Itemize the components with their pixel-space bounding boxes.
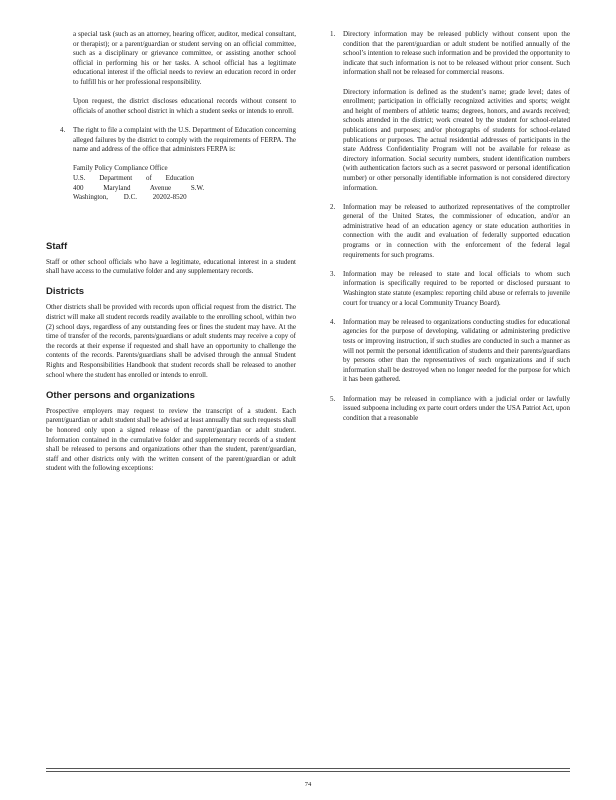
other-persons-paragraph: Prospective employers may request to review the transcript of a student. Each parent/guardian or adult student shall be advised at least annually that such requests shall be honored only upon a signed release of the parent/guardian or adult student. Information contained in the cumulative folder and supplementary records of a student shall be released to persons and organizations other than the student, parent/guardian, staff and other districts only with the written consent of the parent/guardian or adult student with the following exceptions: — [46, 406, 296, 473]
districts-paragraph: Other districts shall be provided with records upon official request from the district. The district will make all student records readily available to the enrolling school, within two (2) school days, regardless of any outstanding fees or fines the student may have. At the time of transfer of the records, parents/guardians or adult students may receive a copy of the records at their expense if requested and shall have an opportunity to challenge the contents of the records. Parents/guardians shall be advised through the annual Student Rights and Responsibilities Handbook that student records shall be released to another school where the student has enrolled or intends to enroll. — [46, 303, 296, 379]
item-text: Directory information may be released publicly without consent upon the condition that the parent/guardian or adult student be notified annually of the school’s intention to release such information and be provided the opportunity to indicate that such information is not to be released without prior consent. Such information shall not be released for commercial reasons. — [343, 30, 570, 77]
staff-paragraph: Staff or other school officials who have a legitimate, educational interest in a student shall have access to the cumulative folder and any supplementary records. — [46, 257, 296, 276]
footer-rule — [46, 768, 570, 769]
item-number: 5. — [330, 394, 336, 403]
staff-heading: Staff — [46, 240, 68, 252]
footer-rule — [46, 771, 570, 772]
address-block — [46, 164, 296, 202]
item-text: Information may be released to organizations conducting studies for educational agencies for the purpose of developing, validating or administering predictive tests or improving instruction, if such studies are conducted in such a manner as will not permit the personal identification of students and their parents/guardians by persons other than the representatives of such organizations and if such information shall be destroyed when no longer needed for the purpose for which it has been gathered. — [343, 317, 570, 384]
address-line: Family Policy Compliance Office — [73, 164, 168, 173]
item-text: Information may be released in compliance with a judicial order or lawfully issued subpoena including ex parte court orders under the USA Patriot Act, upon condition that a reasonable — [343, 394, 570, 422]
item-number: 1. — [330, 30, 336, 38]
address-line: U.S. Department of Education — [73, 173, 194, 182]
item-number: 4. — [330, 317, 336, 326]
left-column — [46, 30, 296, 474]
list-item — [330, 270, 570, 308]
upon-request-paragraph: Upon request, the district discloses educational records without consent to officials of another school district in which a student seeks or intends to enroll. — [73, 97, 296, 115]
item-number: 3. — [330, 269, 336, 278]
address-line: 400 Maryland Avenue S.W. — [73, 183, 205, 192]
page-number: 74 — [304, 781, 312, 788]
item-text: Information may be released to authorized representatives of the comptroller general of the United States, the commissioner of education, and/or an administrative head of an education agency or state education authorities in connection with the audit and evaluation of federally supported education programs or in connection with the enforcement of the federal legal requirements for such programs. — [343, 202, 570, 259]
list-item — [330, 395, 570, 424]
item-text: Information may be released to state and local officials to whom such information is specifically required to be reported or disclosed pursuant to Washington state statute (examples: reporting child abuse or referrals to juvenile court for truancy or a local Community Truancy Board). — [343, 269, 570, 307]
item-text: Directory information is defined as the student’s name; grade level; dates of enrollment; participation in officially recognized activities and sports; weight and height of members of athletic teams; degrees, honors, and awards received; schools attended in the district; work created by the student for school-related publications and purposes; and/or photographs of students for school-related publications or purposes. The actual residential addresses of participants in the state Address Confidentiality Program will not be available for release as directory information. Social security numbers, student identification numbers (with authentication factors such as a secret password or personal identification number) or other personally identifiable information is not considered directory information. — [343, 87, 570, 192]
continued-paragraph: a special task (such as an attorney, hearing officer, auditor, medical consultant, or therapist); or a parent/guardian or student serving on an official committee, such as a disciplinary or grievance committee, or assisting another school official in performing his or her tasks. A school official has a legitimate educational interest if the official needs to review an education record in order to fulfill his or her professional responsibility. — [73, 30, 296, 86]
list-item — [330, 203, 570, 261]
other-persons-heading: Other persons and organizations — [46, 389, 195, 401]
list-item — [330, 318, 570, 385]
list-item — [46, 126, 296, 155]
address-line: Washington, D.C. 20202-8520 — [73, 193, 187, 202]
districts-heading: Districts — [46, 286, 85, 298]
right-column — [330, 30, 570, 423]
list-item — [330, 30, 570, 193]
item-number: 4. — [60, 125, 66, 134]
item-text: The right to file a complaint with the U.S. Department of Education concerning alleged failures by the district to comply with the requirements of FERPA. The name and address of the office that administers FERPA is: — [73, 125, 296, 154]
item-number: 2. — [330, 202, 336, 211]
